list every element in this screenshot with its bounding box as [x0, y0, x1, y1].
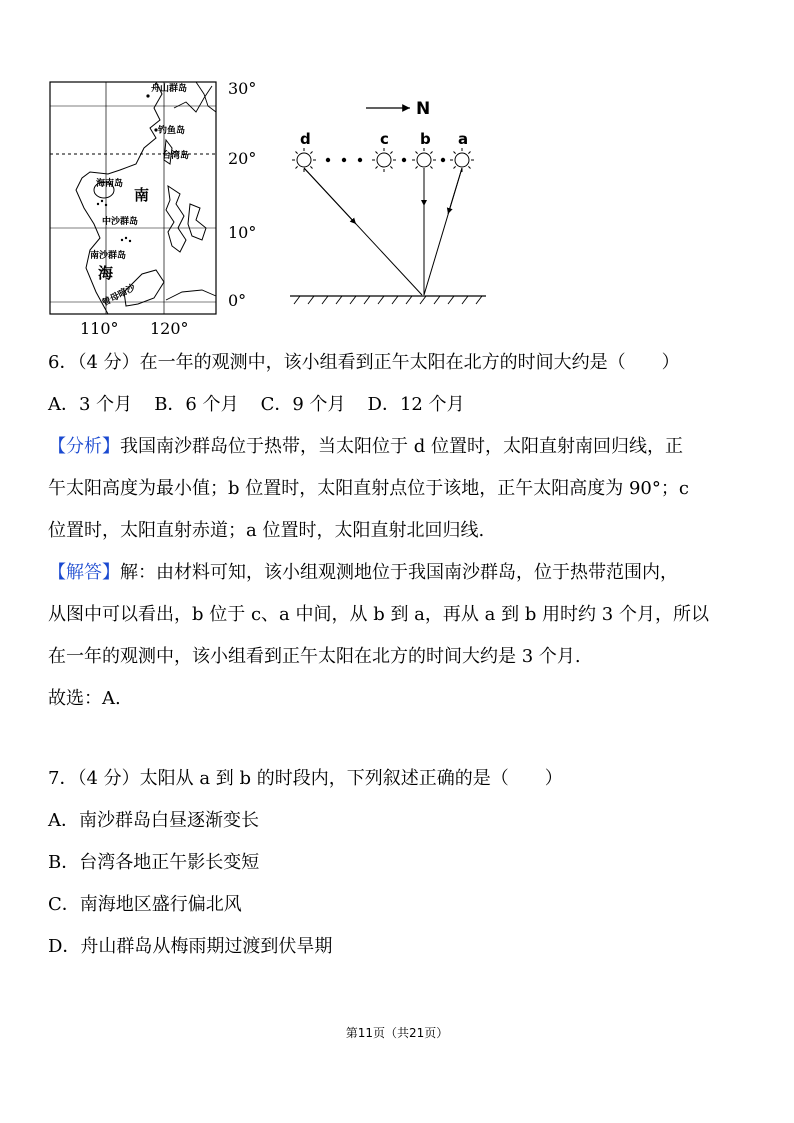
- q6-option-b[interactable]: B．6 个月: [154, 394, 239, 415]
- q6-option-a[interactable]: A．3 个月: [48, 394, 133, 415]
- q6-answer-line-3: 在一年的观测中，该小组看到正午太阳在北方的时间大约是 3 个月.: [48, 646, 581, 667]
- q6-analysis-line-3: 位置时，太阳直射赤道；a 位置时，太阳直射北回归线.: [48, 520, 485, 541]
- q6-option-c[interactable]: C．9 个月: [260, 394, 346, 415]
- label-zhoushan: 舟山群岛: [151, 84, 188, 94]
- north-label: N: [416, 99, 431, 119]
- q6-answer-line-1: [48, 562, 678, 584]
- label-diaoyu: 钓鱼岛: [158, 126, 186, 136]
- label-hainan: 海南岛: [96, 179, 124, 189]
- q6-options: [48, 394, 487, 416]
- lat-label-20: 20°: [228, 149, 257, 168]
- answer-text-1: 解：由材料可知，该小组观测地位于我国南沙群岛，位于热带范围内，: [120, 562, 678, 583]
- q6-analysis-line-1: [48, 436, 683, 458]
- q6-choice: 故选：A.: [48, 688, 121, 709]
- q6-answer-line-2: 从图中可以看出，b 位于 c、a 中间，从 b 到 a，再从 a 到 b 用时约 3 个月，所以: [48, 604, 709, 625]
- q7-stem: 7．（4 分）太阳从 a 到 b 的时段内，下列叙述正确的是（ ）: [48, 768, 563, 789]
- q7-option-a[interactable]: A．南沙群岛白昼逐渐变长: [48, 810, 259, 831]
- q6-analysis-line-2: 午太阳高度为最小值；b 位置时，太阳直射点位于该地，正午太阳高度为 90°；c: [48, 478, 689, 499]
- q7-option-c[interactable]: C．南海地区盛行偏北风: [48, 894, 242, 915]
- label-nansha: 南沙群岛: [90, 251, 127, 261]
- position-label-a: a: [458, 130, 469, 148]
- position-label-d: d: [300, 130, 311, 148]
- south-china-sea-map: [46, 78, 276, 340]
- label-hai: 海: [98, 264, 114, 282]
- q7-option-b[interactable]: B．台湾各地正午影长变短: [48, 852, 260, 873]
- lon-label-110: 110°: [80, 319, 119, 338]
- sun-c-icon: [372, 148, 396, 172]
- page-footer: 第11页（共21页）: [345, 1026, 449, 1040]
- q6-stem: 6．（4 分）在一年的观测中，该小组看到正午太阳在北方的时间大约是（ ）: [48, 352, 680, 373]
- lat-label-0: 0°: [228, 291, 247, 310]
- lat-label-30: 30°: [228, 79, 257, 98]
- q7-option-d[interactable]: D．舟山群岛从梅雨期过渡到伏旱期: [48, 936, 333, 957]
- q6-option-d[interactable]: D．12 个月: [367, 394, 465, 415]
- analysis-text-1: 我国南沙群岛位于热带，当太阳位于 d 位置时，太阳直射南回归线，正: [120, 436, 683, 457]
- lon-label-120: 120°: [150, 319, 189, 338]
- label-zhongsha: 中沙群岛: [102, 217, 139, 227]
- label-nan: 南: [134, 186, 150, 204]
- position-label-c: c: [380, 130, 389, 148]
- label-taiwan: 台湾岛: [162, 151, 190, 161]
- label-zengmu: 曾母暗沙: [100, 282, 138, 309]
- answer-tag: 【解答】: [48, 562, 120, 583]
- position-label-b: b: [420, 130, 431, 148]
- analysis-tag: 【分析】: [48, 436, 120, 457]
- sun-position-diagram: [282, 90, 492, 310]
- lat-label-10: 10°: [228, 223, 257, 242]
